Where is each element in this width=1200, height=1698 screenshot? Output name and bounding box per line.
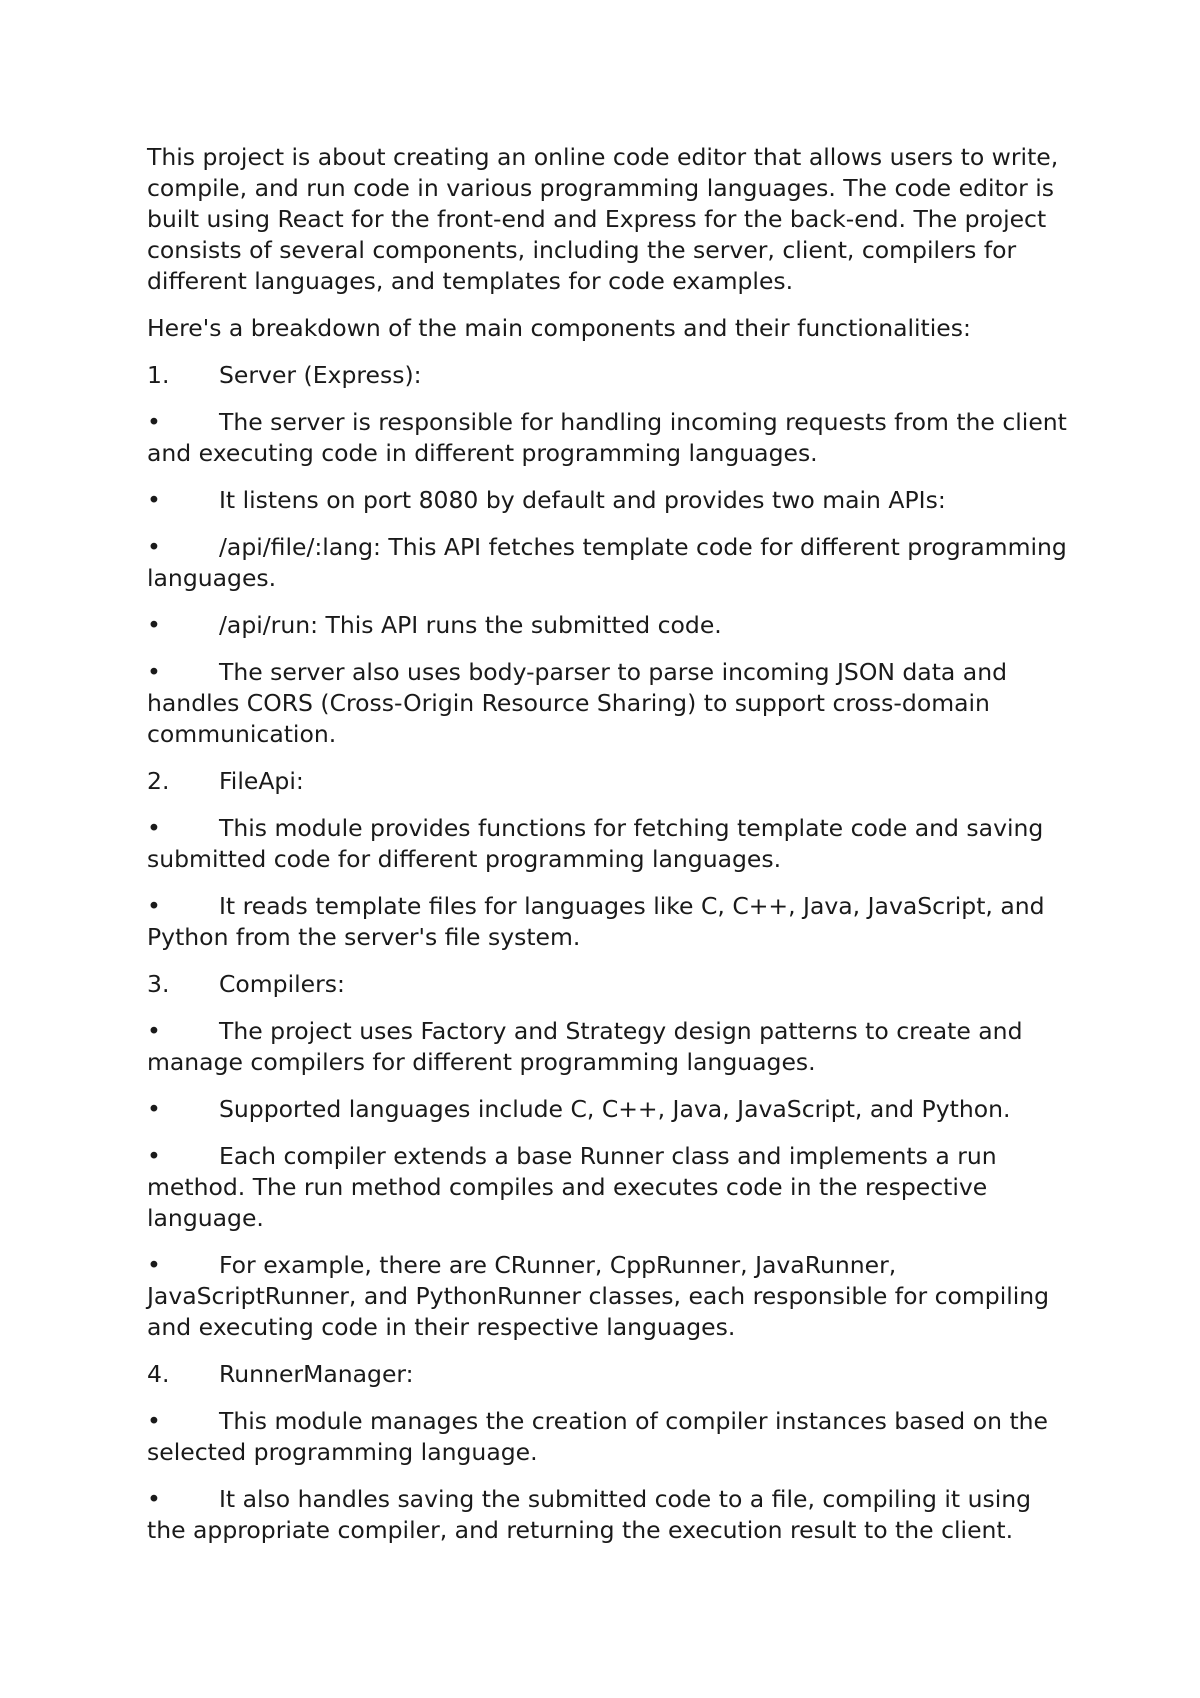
bullet-item bbox=[147, 1406, 1077, 1468]
bullet-icon: • bbox=[147, 1017, 161, 1045]
bullet-text: This module provides functions for fetching template code and saving submitted code for different programming languages. bbox=[147, 814, 1044, 873]
bullet-icon: • bbox=[147, 1095, 161, 1123]
document-body bbox=[147, 142, 1077, 1562]
bullet-icon: • bbox=[147, 1407, 161, 1435]
bullet-text: It listens on port 8080 by default and provides two main APIs: bbox=[219, 486, 946, 514]
bullet-text: Each compiler extends a base Runner class and implements a run method. The run method compiles and executes code in the respective language. bbox=[147, 1142, 997, 1232]
bullet-item bbox=[147, 610, 1077, 641]
bullet-item bbox=[147, 657, 1077, 750]
bullet-text: /api/run: This API runs the submitted code. bbox=[219, 611, 722, 639]
bullet-text: The server also uses body-parser to parse incoming JSON data and handles CORS (Cross-Origin Resource Sharing) to support cross-domain communication. bbox=[147, 658, 1008, 748]
bullet-text: The project uses Factory and Strategy design patterns to create and manage compilers for different programming languages. bbox=[147, 1017, 1023, 1076]
section-number: 1. bbox=[147, 361, 170, 389]
bullet-icon: • bbox=[147, 486, 161, 514]
bullet-item bbox=[147, 1250, 1077, 1343]
bullet-text: For example, there are CRunner, CppRunner, JavaRunner, JavaScriptRunner, and PythonRunner classes, each responsible for compiling and executing code in their respective languages. bbox=[147, 1251, 1050, 1341]
section-number: 2. bbox=[147, 767, 170, 795]
section-title: Server (Express): bbox=[219, 361, 422, 389]
section-title: Compilers: bbox=[219, 970, 345, 998]
bullet-icon: • bbox=[147, 814, 161, 842]
bullet-item bbox=[147, 407, 1077, 469]
section-heading bbox=[147, 1359, 1077, 1390]
section-heading bbox=[147, 360, 1077, 391]
bullet-item bbox=[147, 1484, 1077, 1546]
bullet-icon: • bbox=[147, 533, 161, 561]
breakdown-intro: Here's a breakdown of the main components and their functionalities: bbox=[147, 314, 971, 342]
section-heading bbox=[147, 969, 1077, 1000]
bullet-icon: • bbox=[147, 892, 161, 920]
section-number: 4. bbox=[147, 1360, 170, 1388]
bullet-icon: • bbox=[147, 1251, 161, 1279]
intro-paragraph: This project is about creating an online code editor that allows users to write, compile, and run code in various programming languages. The code editor is built using React for the front-end and Express for the back-end. The project consists of several components, including the server, client, compilers for different languages, and templates for code examples. bbox=[147, 143, 1059, 295]
section-heading bbox=[147, 766, 1077, 797]
section-title: RunnerManager: bbox=[219, 1360, 414, 1388]
section-number: 3. bbox=[147, 970, 170, 998]
bullet-item bbox=[147, 1016, 1077, 1078]
bullet-text: /api/file/:lang: This API fetches template code for different programming languages. bbox=[147, 533, 1067, 592]
bullet-text: It reads template files for languages like C, C++, Java, JavaScript, and Python from the server's file system. bbox=[147, 892, 1045, 951]
bullet-icon: • bbox=[147, 658, 161, 686]
bullet-item bbox=[147, 891, 1077, 953]
bullet-icon: • bbox=[147, 1485, 161, 1513]
section-title: FileApi: bbox=[219, 767, 304, 795]
bullet-item bbox=[147, 1141, 1077, 1234]
bullet-item bbox=[147, 532, 1077, 594]
bullet-item bbox=[147, 813, 1077, 875]
bullet-item bbox=[147, 1094, 1077, 1125]
bullet-icon: • bbox=[147, 408, 161, 436]
bullet-text: Supported languages include C, C++, Java, JavaScript, and Python. bbox=[219, 1095, 1011, 1123]
bullet-item bbox=[147, 485, 1077, 516]
bullet-text: The server is responsible for handling incoming requests from the client and executing code in different programming languages. bbox=[147, 408, 1067, 467]
bullet-icon: • bbox=[147, 1142, 161, 1170]
bullet-text: It also handles saving the submitted code to a file, compiling it using the appropriate compiler, and returning the execution result to the client. bbox=[147, 1485, 1032, 1544]
bullet-icon: • bbox=[147, 611, 161, 639]
bullet-text: This module manages the creation of compiler instances based on the selected programming language. bbox=[147, 1407, 1049, 1466]
